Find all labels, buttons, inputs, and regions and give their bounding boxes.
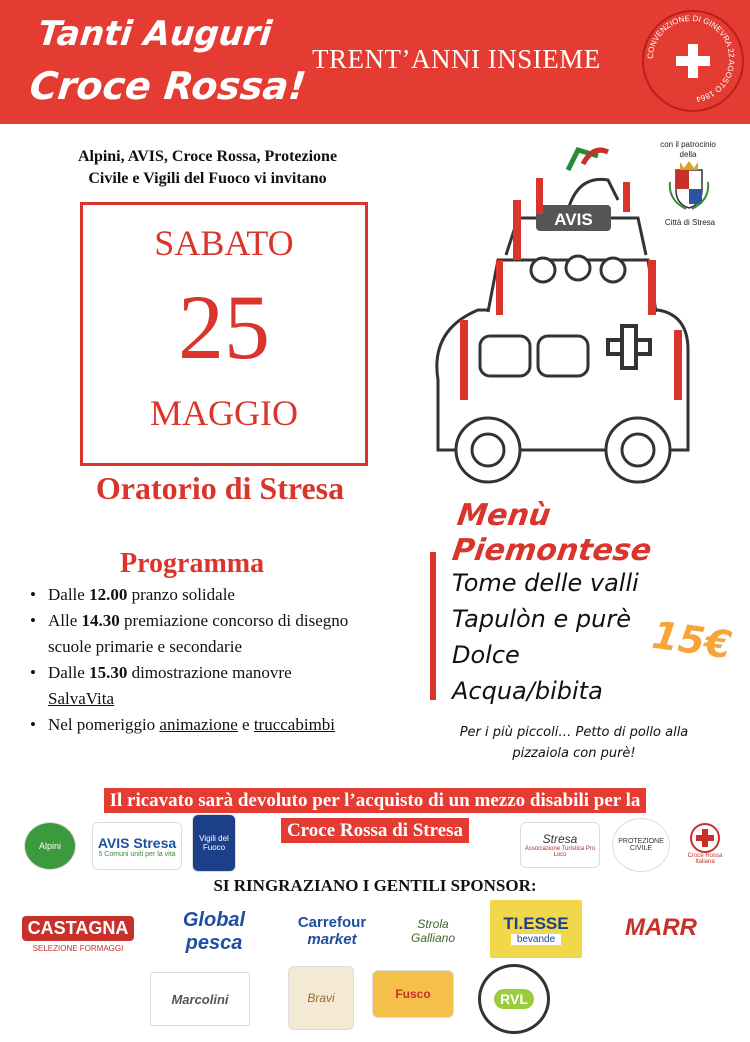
menu-item: Dolce bbox=[452, 641, 520, 669]
avis-stresa-logo: AVIS Stresa 5 Comuni uniti per la vita bbox=[92, 822, 182, 870]
strola-galliano-logo: Strola Galliano bbox=[398, 902, 468, 960]
menu-item: Tome delle valli bbox=[452, 569, 639, 597]
kids-menu-note bbox=[440, 722, 708, 764]
proceeds-line1: Il ricavato sarà devoluto per l’acquisto di un mezzo disabili per la bbox=[104, 788, 647, 813]
event-location: Oratorio di Stresa bbox=[95, 470, 345, 506]
menu-title: Menù Piemontese bbox=[450, 498, 654, 568]
kids-menu-line2: pizzaiola con purè! bbox=[512, 746, 636, 761]
patronage-city: Città di Stresa bbox=[664, 218, 716, 227]
bravi-logo: Bravi bbox=[288, 966, 354, 1030]
kids-menu-line1: Per i più piccoli… Petto di pollo alla bbox=[459, 725, 689, 740]
program-title: Programma bbox=[120, 548, 265, 579]
proloco-stresa-logo: Stresa Associazione Turistica Pro Loco bbox=[520, 822, 600, 868]
date-number: 25 bbox=[178, 276, 270, 378]
red-cross-seal-logo bbox=[642, 10, 744, 112]
marcolini-logo: Marcolini bbox=[150, 972, 250, 1026]
menu-item: Tapulòn e purè bbox=[452, 605, 631, 633]
global-pesca-logo: Global pesca bbox=[160, 902, 268, 962]
patronage-line1: con il patrocinio bbox=[660, 140, 716, 149]
banner-title: TRENT’ANNI INSIEME bbox=[312, 44, 601, 74]
program-item: • Dalle 15.30 dimostrazione manovre SalvaVita bbox=[30, 660, 410, 712]
carrefour-market-logo: Carrefour market bbox=[286, 902, 378, 960]
tiesse-logo: TI.ESSE bevande bbox=[490, 900, 582, 958]
program-item: • Alle 14.30 premiazione concorso di disegno scuole primarie e secondarie bbox=[30, 608, 410, 660]
date-month: MAGGIO bbox=[150, 393, 298, 433]
banner-greeting-line2: Croce Rossa! bbox=[27, 64, 309, 108]
menu-list bbox=[452, 565, 639, 709]
menu-item: Acqua/bibita bbox=[452, 677, 603, 705]
program-list bbox=[30, 582, 410, 738]
invitation-line2: Civile e Vigili del Fuoco vi invitano bbox=[88, 170, 327, 187]
program-item: • Nel pomeriggio animazione e truccabimbi bbox=[30, 712, 410, 738]
invitation-text bbox=[30, 146, 385, 190]
date-day: SABATO bbox=[154, 223, 294, 263]
menu-price: 15€ bbox=[649, 612, 735, 668]
rvl-logo: RVL bbox=[478, 964, 550, 1034]
ambulance-illustration bbox=[418, 140, 698, 490]
fusco-logo: Fusco bbox=[372, 970, 454, 1018]
avis-badge-label: AVIS bbox=[554, 210, 593, 229]
vigili-del-fuoco-logo: Vigili del Fuoco bbox=[192, 814, 236, 872]
seal-text: CONVENZIONE DI GINEVRA 22 AGOSTO 1864 bbox=[645, 13, 737, 104]
invitation-line1: Alpini, AVIS, Croce Rossa, Protezione bbox=[77, 148, 338, 165]
castagna-logo: CASTAGNA SELEZIONE FORMAGGI bbox=[22, 906, 134, 962]
banner-greeting-line1: Tanti Auguri bbox=[35, 14, 274, 54]
sponsors-heading: SI RINGRAZIANO I GENTILI SPONSOR: bbox=[213, 876, 537, 895]
marr-logo: MARR bbox=[598, 908, 724, 948]
patronage-line2: della bbox=[679, 150, 697, 159]
croce-rossa-logo: Croce Rossa Italiana bbox=[682, 820, 728, 868]
protezione-civile-logo: PROTEZIONE CIVILE bbox=[612, 818, 670, 872]
menu-decor-bar bbox=[430, 552, 436, 700]
red-cross-icon bbox=[676, 44, 710, 78]
program-item: • Dalle 12.00 pranzo solidale bbox=[30, 582, 410, 608]
proceeds-line2: Croce Rossa di Stresa bbox=[281, 818, 469, 843]
alpini-logo: Alpini bbox=[24, 822, 76, 870]
red-cross-icon bbox=[690, 823, 720, 853]
